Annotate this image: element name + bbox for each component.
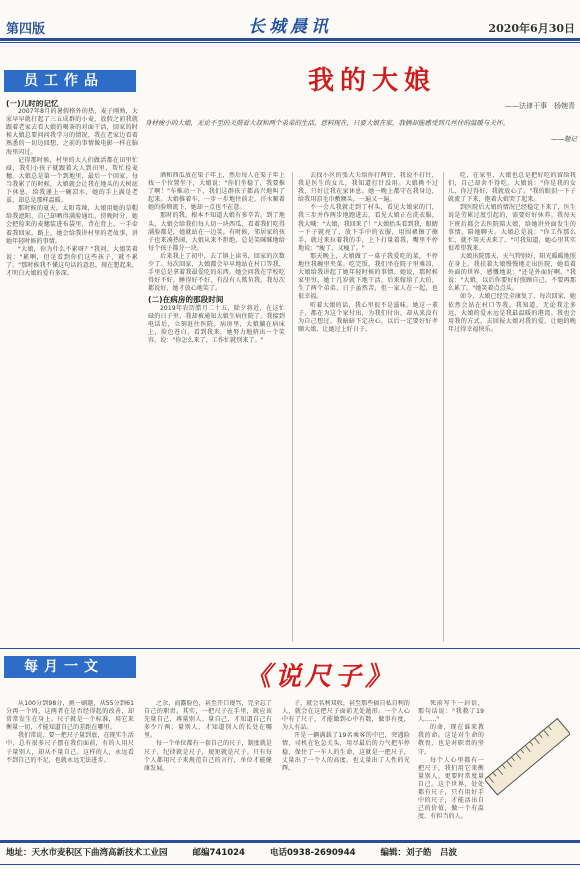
paragraph: 不一会儿我就走到了村头，看见大娘家的门，我三步并作两步地跑进去，看见大娘正在洗衣服，我大喊："大娘，我回来了！"大娘抬头看到我，眼睛一下子就亮了，放下手中的衣服，用围裙擦了擦手，就过来拉着我的手，上下打量着我，嘴里不停地说："瘦了，又瘦了。": [298, 204, 438, 252]
paragraph: 记得那时候，村里的大人们做活都在田里忙碌，我们小孩子就跟着大人到田里，帮忙捡麦穗。大娘总是第一个到地里，最后一个回家。每当我累了的时候，大娘就会让我在地头的大树底下休息，给我递上一碗凉水，她的手上满是老茧，却总是那样温暖。: [6, 156, 138, 205]
paragraph: 听着大娘的话，我心里很不是滋味。她这一辈子，都在为这个家付出，为我们付出，却从来没有为自己想过。我暗暗下定决心，以后一定要好好孝顺大娘，让她过上好日子。: [298, 301, 438, 333]
paragraph: 我们常说，要一把尺子量到底，在现实生活中，总有很多尺子摆在我们面前，有的人用尺子量别人，却从不量自己。这样的人，永远看不到自己的不足，也就永远无法进步。: [6, 732, 134, 764]
column-divider: [292, 172, 293, 642]
essay-column-3: [282, 700, 410, 838]
essay-title: 《说尺子》: [244, 662, 395, 692]
article-preface: [145, 118, 577, 168]
paragraph: 死前写下一封信，那句话说："我教了19人……": [418, 700, 484, 724]
paragraph: 后来我上了初中，去了镇上读书，回家的次数少了。每次回家，大娘都会早早地站在村口等我，手里总是拿着我最爱吃的东西。她会问我在学校吃得好不好，睡得好不好，有没有人欺负我。我每次都说好，她才放心地笑了。: [148, 252, 285, 293]
article-column-3: [298, 172, 438, 642]
preface-sign: ——题记: [551, 135, 577, 143]
essay-column-1: [6, 700, 134, 838]
paragraph: 2007年8月的暑假格外的热，麦子刚熟，大家早早就打起了三五成群的小麦，放假之前我就跟着老家去看大娘的喝茶的对面干活，回家的时候大娘总要问问我学习的情况，我在老家边看着熟悉的一切边回想，之前的事情像电影一样在脑海里闪过。: [6, 108, 138, 156]
footer-postcode: 邮编741024: [192, 848, 245, 858]
paragraph: 去找小区的张大夫给你打两针，我说不打针，我是医生的女儿，我知道打针没用。大娘拗不过我，只好让我在家休息。她一晚上都守在我身边，给我用凉毛巾敷额头，一遍又一遍。: [298, 172, 438, 204]
paragraph: 那时的我，根本不知道大娘有多辛苦。到了地头，大娘会给我们每人切一块西瓜，看着我们吃得满脸都是，她就站在一边笑。有时候，邻居家的孩子也来凑热闹，大娘从来不拒绝，总是笑眯眯地给每个孩子都分一块。: [148, 212, 285, 252]
footer-info: [0, 843, 580, 863]
newspaper-name: 长城晨讯: [248, 17, 332, 37]
page-number: 第四版: [6, 22, 46, 37]
subheading-hospital: (二)在病房的那段时间: [148, 295, 224, 305]
paragraph: 每个人心里都有一把尺子，我们用它来衡量别人，更要时常度量自己。这个世界，处处都有尺子，只有用好手中的尺子，才能活出自己的价值，做一个有温度、有担当的人。: [418, 756, 484, 821]
essay-column-4: [418, 700, 484, 838]
footer-phone: 电话0938-2690944: [269, 848, 356, 858]
paragraph: 到医院后大娘的情况已经稳定下来了，医生说是劳累过度引起的，需要好好休养。我每天下班后都会去医院陪大娘，给她讲外面发生的事情，陪她聊天。大娘总是说："你工作那么忙，就不用天天来了。"可我知道，她心里其实很希望我来。: [448, 204, 576, 252]
essay-column-2: [144, 700, 272, 838]
paragraph: 那时候的夏天，太阳毒辣，大娘用她的草帽给我遮阳，自己却晒得满脸通红。傍晚时分，她会把捡来的麦穗装进布袋里，背在背上，一手牵着我回家。路上，她会给我讲村里的老故事，讲她年轻时候的事情。: [6, 205, 138, 245]
paragraph: 那天晚上，大娘做了一桌子我爱吃的菜，不停地往我碗里夹菜。吃完饭，我们坐在院子里乘凉，大娘给我讲起了她年轻时候的事情。她说，那时候家里穷，她十几岁就下地干活，后来嫁给了大伯，生了两个弟弟，日子虽然苦，但一家人在一起，也很幸福。: [298, 252, 438, 301]
footer-address: 地址：天水市麦积区下曲湾高新技术工业园: [6, 848, 168, 858]
article-column-4: [448, 172, 576, 642]
paragraph: 每一个单位都有一套自己的尺子，制度就是尺子，纪律就是尺子，规矩就是尺子。只有每个人都用尺子来规范自己的言行，单位才能健康发展。: [144, 740, 272, 772]
masthead-rule-thin: [0, 42, 580, 43]
paragraph: 2019年农历腊月二十五，除夕将近，在这忙碌的日子里，我却被通知大娘生病住院了。我接到电话后，立刻赶往医院。病房里，大娘躺在病床上，脸色苍白，看到我来，她努力地挤出一个笑容，说："你怎么来了，工作忙就别来了。": [148, 304, 285, 344]
paragraph: 子，就会名利双收，甚至那些搞自私自利的人，就会在这把尺子面前无处遁形。一个人心中有了尺子，才能做到心中有数，做事有度，为人有品。: [282, 700, 410, 732]
paragraph: 如今，大娘已经完全康复了，每次回家，她依然会站在村口等我。我知道，无论我走多远，大娘的爱永远是我最温暖的港湾。我也会用我的方式，去回报大娘对我的爱，让她的晚年过得幸福快乐。: [448, 293, 576, 333]
subheading-childhood: (一)儿时的记忆: [6, 100, 59, 108]
masthead-rule: [0, 38, 580, 41]
article-byline: ——法律干事 杨婉青: [505, 102, 575, 110]
paragraph: 大娘出院那天，天气特别好，阳光暖暖地照在身上。我扶着大娘慢慢地走出医院，她看着外面的世界，感慨地说："还是外面好啊。"我说："大娘，以后你要好好照顾自己，不要再那么累了。"她笑着点点头。: [448, 252, 576, 293]
article-title: 我的大娘: [307, 66, 436, 96]
article-column-1: [6, 100, 138, 640]
paragraph: 从100分到98分，挑一刷题，从55分到61分再一个周，这两者在是否经得起的改善，却常常发生在身上。尺子就是一个标准，用它来衡量一切，才能知道自己的差距在哪里。: [6, 700, 134, 732]
footer-editor: 编辑：刘子皓 吕波: [380, 848, 458, 858]
paragraph: 的命，现在谁来教我的命。这是对生命的敬畏，也是对职责的坚守。: [418, 724, 484, 756]
paragraph: 开是一辆满载了19名乘客的中巴，突遇险情，司机在危急关头，用尽最后的力气把车停稳，保住了一车人的生命，这就是一把尺子，丈量出了一个人的高度，也丈量出了人性的光辉。: [282, 732, 410, 772]
section-banner-monthly-essay: 每月一文: [4, 656, 136, 678]
paragraph: "大娘，你为什么不累呀？"我问。大娘笑着说："累啊，但是看到你们这些孩子，就不累了。"那时候我不懂这句话的意思，现在想起来，才明白大娘的爱有多深。: [6, 245, 138, 277]
preface-text: 身材瘦小的大娘，无论不至的关照着大叔和两个弟弟的生活，意料现在，只要大娘在家，我俩却能感受到几丝往的温暖与关怀。: [145, 119, 509, 127]
section-banner-staff-works: 员工作品: [4, 70, 136, 92]
article-column-2: [148, 172, 285, 642]
ruler-icon: [485, 715, 570, 800]
paragraph: 吃，在家里，大娘也总是把好吃的留给我们，自己却舍不得吃。大娘说："你是我的女儿，你过得好，我就放心了。"我的眼泪一下子就流了下来，抱着大娘哭了起来。: [448, 172, 576, 204]
paragraph: 之余，而露脸色，甚至开口谩骂，完全忘了自己的职责。其实，一把尺子在手里，就应该先量自己，再量别人。量自己，才知道自己有多少斤两；量别人，才知道别人的长处在哪里。: [144, 700, 272, 740]
paragraph: 酒和西瓜放在渠子年上，然后每人在渠子年上找一个位置坐下，大娘说："你们坐稳了，我要推了啊！"车推动一下，我们这群孩子都高兴地叫了起来。大娘推着车，一步一步地往前走，汗水顺着她的脸颊流下，她却一点也不在意。: [148, 172, 285, 212]
column-divider: [443, 172, 444, 642]
issue-date: 2020年6月30日: [488, 22, 575, 35]
section-divider: [0, 648, 580, 649]
footer-rule-bottom: [0, 864, 580, 865]
